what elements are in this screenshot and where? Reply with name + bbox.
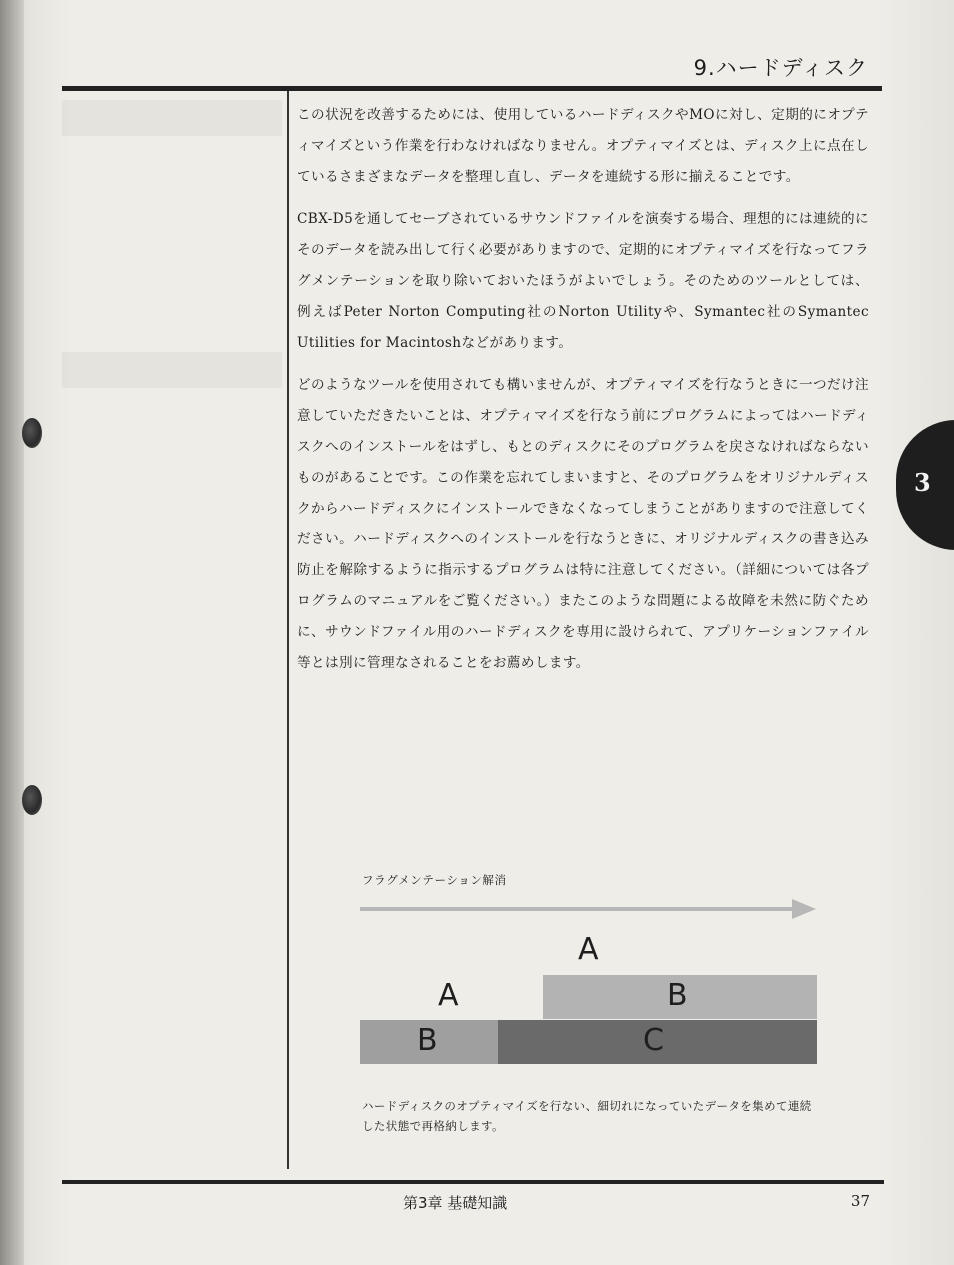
block-label-b-mid: B <box>667 978 688 1013</box>
footer-rule <box>62 1180 884 1184</box>
arrow-head-icon <box>792 899 816 919</box>
page-number: 37 <box>850 1192 870 1210</box>
block-label-a-top: A <box>578 932 599 967</box>
footer-chapter: 第3章 基礎知識 <box>403 1194 508 1212</box>
paragraph: この状況を改善するためには、使用しているハードディスクやMOに対し、定期的にオプティマイズという作業を行わなければなりません。オプティマイズとは、ディスク上に点在しているさまざまなデータを整理し直し、データを連続する形に揃えることです。 <box>297 107 869 185</box>
block-label-c-low: C <box>643 1023 664 1058</box>
column-rule <box>287 91 289 1169</box>
paragraph: CBX-D5を通してセーブされているサウンドファイルを演奏する場合、理想的には連続的にそのデータを読み出して行く必要がありますので、定期的にオプティマイズを行なってフラグメンテーションを取り除いておいたほうがよいでしょう。そのためのツールとしては、例えばPeter Norton Computing社のNorton Utilityや、Symantec社のSymantec Utilities for Macintoshなどがあります。 <box>297 211 869 351</box>
arrow-shaft <box>360 907 796 911</box>
binding-shadow <box>0 0 24 1265</box>
punch-hole-lower <box>22 785 42 815</box>
block-label-b-low: B <box>417 1023 438 1058</box>
bleed-through-band <box>62 352 282 388</box>
bleed-through-band <box>62 100 282 136</box>
diagram-title: フラグメンテーション解消 <box>362 873 507 887</box>
paragraph: どのようなツールを使用されても構いませんが、オプティマイズを行なうときに一つだけ注意していただきたいことは、オプティマイズを行なう前にプログラムによってはハードディスクへのインストールをはずし、もとのディスクにそのプログラムを戻さなければならないものがあることです。この作業を忘れてしまいますと、そのプログラムをオリジナルディスクからハードディスクにインストールできなくなってしまうことがありますので注意してください。ハードディスクへのインストールを行なうときに、オリジナルディスクの書き込み防止を解除するように指示するプログラムは特に注意してください。（詳細については各プログラムのマニュアルをご覧ください。）またこのような問題による故障を未然に防ぐために、サウンドファイル用のハードディスクを専用に設けられて、アプリケーションファイル等とは別に管理なされることをお薦めします。 <box>297 377 869 671</box>
chapter-tab-number: 3 <box>914 468 931 497</box>
diagram-caption: ハードディスクのオプティマイズを行ない、細切れになっていたデータを集めて連続した状態で再格納します。 <box>362 1099 812 1133</box>
section-title: 9.ハードディスク <box>693 56 868 80</box>
block-label-a-mid: A <box>438 978 459 1013</box>
punch-hole-upper <box>22 418 42 448</box>
header-rule <box>62 86 882 91</box>
chapter-tab <box>896 420 954 550</box>
body-text <box>297 100 869 690</box>
